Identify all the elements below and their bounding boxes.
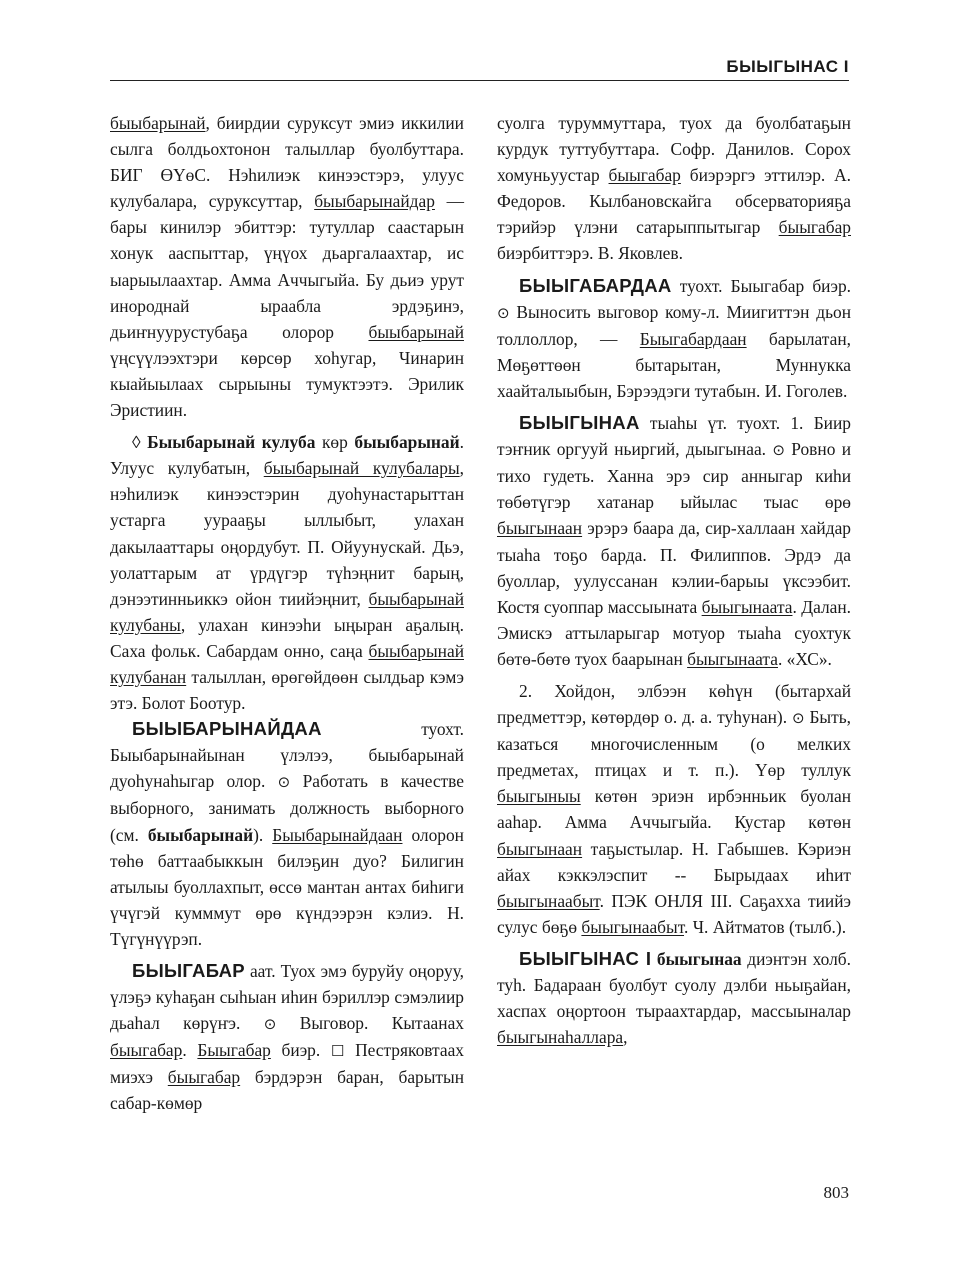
entry-continuation: суолга туруммуттара, туох да буолбатаҕын курдук туттубуттара. Софр. Данилов. Сорох хомуньуустар быыгабар биэрэргэ эттилэр. А. Федоров. Кылбановскайга обсерваторияҕа тэрийэр үлэни сатарыппытыгар быыгабар биэрбиттэрэ. В. Яковлев. [497,113,851,264]
entry-byygabar: БЫЫГАБАР аат. Туох эмэ буруйу оңоруу, үлэҕэ куһаҕан сыһыан иһин бэриллэр сэмэлиир дьаһал көрүҥэ. ⊙ Выговор. Кытаанах быыгабар. Быыгабар биэр. ☐ Пестряковтаах миэхэ быыгабар бэрдэрэн баран, барытын сабар-көмөр [110,960,465,1114]
entry-byygynas: БЫЫГЫНАС I быыгынаа диэнтэн холб. туһ. Бадараан буолбут суолу дэлби ньыҕайан, хаспах оңортоон тыраахтардар, массыыналар быыгынаһаллара, [497,947,851,1048]
entry-byygynaa-sense-2: 2. Хойдон, элбээн көһүн (бытархай предметтэр, көтөрдөр о. д. а. туһунан). ⊙ Быть, казаться многочисленным (о мелких предметах, птицах и т. п.). Үөр туллук быыгыныы көтөн эриэн ирбэнньик буолан ааһар. Амма Аччыгыйа. Кустар көтөн быыгынаан таҕыстылар. Н. Габышев. Кэриэн айах кэккэлэспит -- Бырыдаах иһит быыгынаабыт. ПЭК ОНЛЯ III. Саҕахха тиийэ сулус бөҕө быыгынаабыт. Ч. Айтматов (тылб.). [497,680,851,937]
entry-subentry: ◊ Быыбарынай кулуба көр быыбарынай. Улуус кулубатын, быыбарынай кулубалары, нэһилиэк кинээстэрин дуоһунастарыттан устарга уурааҕы ыллыбыт, улахан дакылааттары оңордубут. П. Ойуунускай. Дьэ, уолаттарым ат үрдүгэр түһэңнит барың, дэнээтинньиккэ ойон тиийэңнит, быыбарынай кулубаны, улахан кинээһи ыңыран аҕалың. Саха фольк. Сабардам онно, саңа быыбарынай кулубанан талыллан, өрөгөйдөөн сылдьар кэмэ этэ. Болот Боотур. [110,432,464,714]
entry-byygabardaa: БЫЫГАБАРДАА туохт. Быыгабар биэр. ⊙ Выносить выговор кому-л. Миигиттэн дьон толлоллор, — Быыгабардаан барылатан, Мөҕөттөөн бытарытан, Муннукка хаайталыыбын, Бэрээдэги тутабын. И. Гоголев. [497,274,851,401]
header-rule [110,80,849,81]
page-number: 803 [823,1183,849,1202]
entry-byygynaa: БЫЫГЫНАА тыаһы үт. туохт. 1. Биир тэҥник оргууй ньиргий, дыыгынаа. ⊙ Ровно и тихо гудеть. Ханна эрэ сир анныгар киһи төбөтүгэр хатанар ыйылас тыас өрө быыгынаан эрэрэ баара да, сир-халлаан хайдар тыаһа тоҕо барда. П. Филиппов. Эрдэ да буоллар, уулуссанан кэлии-барыы үксээбит. Коcтя суоппар массыыната быыгынаата. Далан. Эмискэ аттыларыгар мотуор тыаһа суохтук бөтө-бөтө туох баарынан быыгынаата. «ХС». [497,412,852,669]
entry-continuation: быыбарынай, биирдии суруксут эмиэ иккилии сылга болдьохтонон талыллар буолбуттара. БИГ ӨҮөС. Нэһилиэк кинээстэрэ, улуус кулубалара, суруксуттар, быыбарынайдар — бары кинилэр эбиттэр: тутуллар саастарын хонук ааспыттар, үңүох дьаргалаахтар, ис ыарыылаахтар. Амма Аччыгыйа. Бу дьиэ урут инороднай ыраабла эрдэҕинэ, дьиҥнуурустубаҕа олорор быыбарынай үңсүүлээхтэри көрсөр хоһугар, Чинарин кыайыылаах сырыыны тумуктээтэ. Эрилик Эристиин. [110,113,464,421]
entry-byybarynaidaa: БЫЫБАРЫНАЙДАА туохт. Быыбарынайынан үлэлээ, быыбарынай дуоһунаһыгар олор. ⊙ Работать в качестве выборного, занимать должность выборного (см. быыбарынай). Быыбарынайдаан олорон төһө баттаабыккын билэҕин дуо? Билигин атылыы буоллахпыт, өссө мантан антах биһиги үчүгэй кумммут өрө күндээрэн кэлиэ. Н. Түгүнүүрэп. [110,718,464,949]
page-header [0,0,959,90]
right-column [497,110,851,1050]
running-head: БЫЫГЫНАС I [726,57,849,76]
left-column [110,110,464,1117]
